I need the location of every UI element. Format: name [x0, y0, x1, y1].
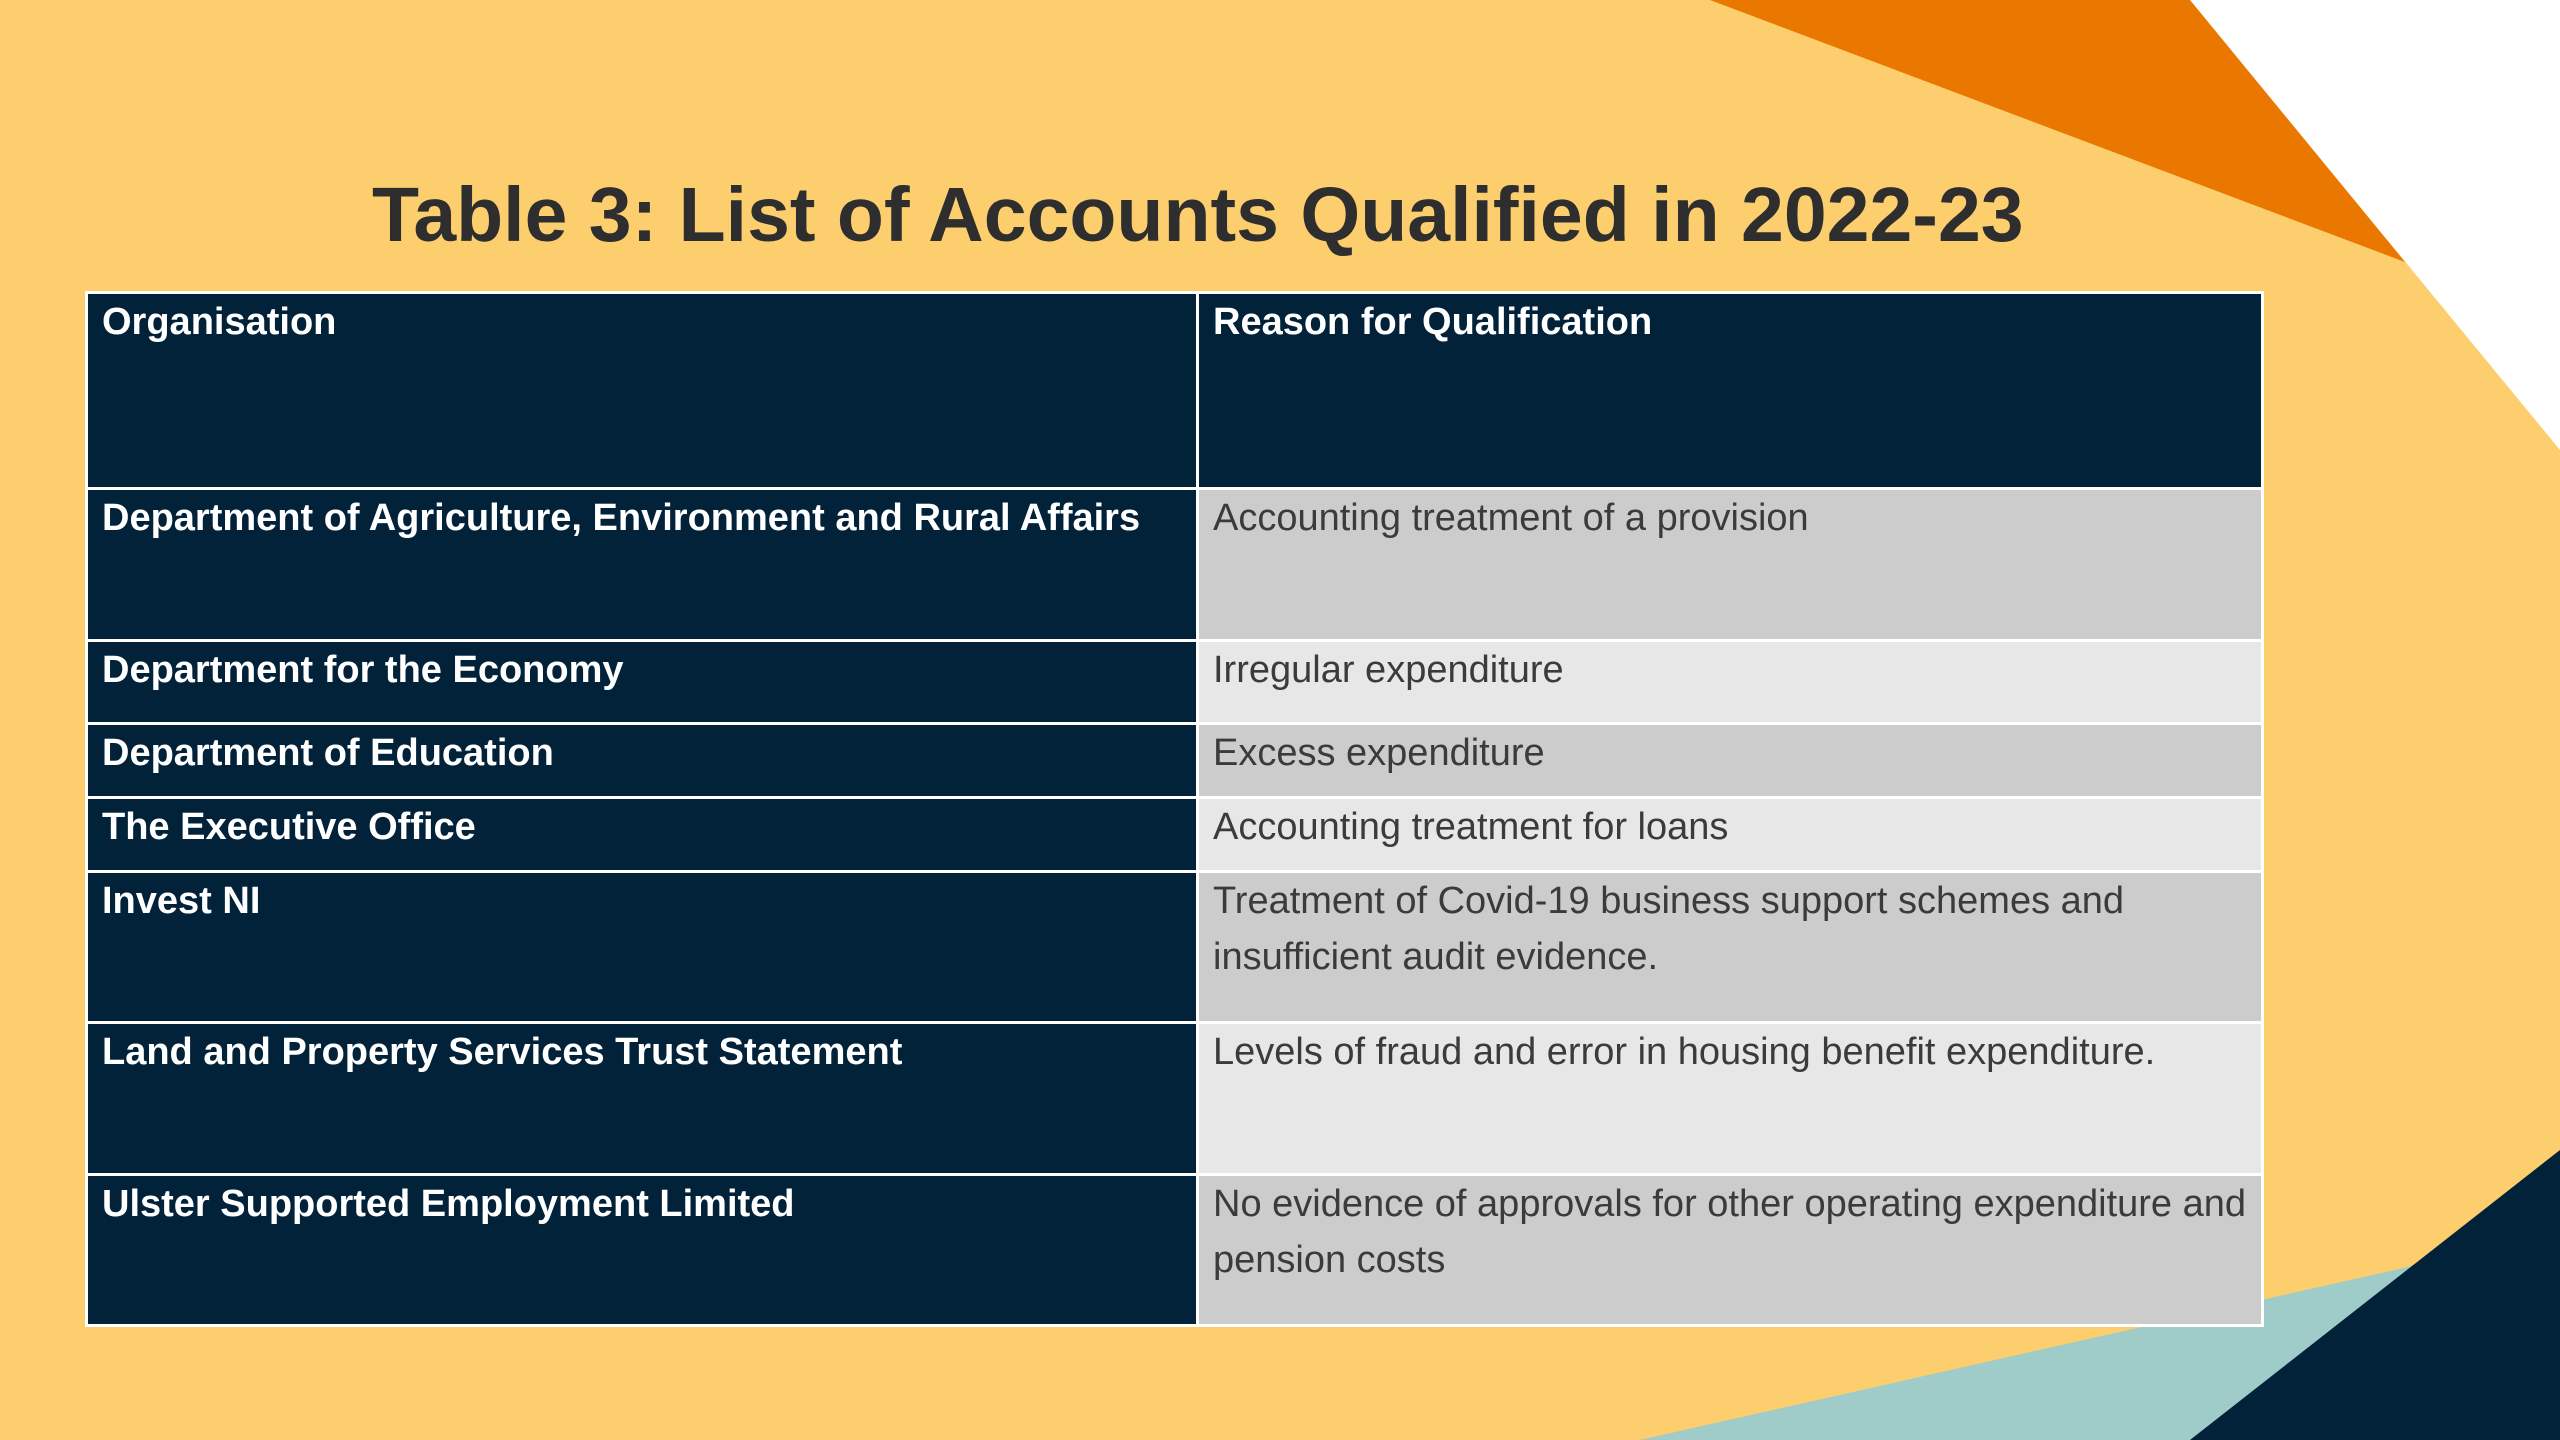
column-header-reason: Reason for Qualification	[1198, 293, 2263, 489]
reason-cell: Levels of fraud and error in housing benefit expenditure.	[1198, 1023, 2263, 1175]
table-row	[87, 724, 2263, 798]
organisation-cell: Land and Property Services Trust Statement	[87, 1023, 1198, 1175]
table-row	[87, 872, 2263, 1023]
table-row	[87, 798, 2263, 872]
column-header-organisation: Organisation	[87, 293, 1198, 489]
qualified-accounts-table	[85, 291, 2264, 1327]
reason-cell: Accounting treatment for loans	[1198, 798, 2263, 872]
organisation-cell: Ulster Supported Employment Limited	[87, 1175, 1198, 1326]
reason-cell: Excess expenditure	[1198, 724, 2263, 798]
reason-cell: Accounting treatment of a provision	[1198, 489, 2263, 641]
organisation-cell: Department of Education	[87, 724, 1198, 798]
reason-cell: Irregular expenditure	[1198, 641, 2263, 724]
table-row	[87, 1023, 2263, 1175]
table-row	[87, 641, 2263, 724]
table-header-row	[87, 293, 2263, 489]
organisation-cell: The Executive Office	[87, 798, 1198, 872]
reason-cell: No evidence of approvals for other operating expenditure and pension costs	[1198, 1175, 2263, 1326]
table-row	[87, 489, 2263, 641]
organisation-cell: Department for the Economy	[87, 641, 1198, 724]
page-title: Table 3: List of Accounts Qualified in 2022-23	[372, 172, 2024, 258]
organisation-cell: Invest NI	[87, 872, 1198, 1023]
table-row	[87, 1175, 2263, 1326]
reason-cell: Treatment of Covid-19 business support schemes and insufficient audit evidence.	[1198, 872, 2263, 1023]
organisation-cell: Department of Agriculture, Environment and Rural Affairs	[87, 489, 1198, 641]
